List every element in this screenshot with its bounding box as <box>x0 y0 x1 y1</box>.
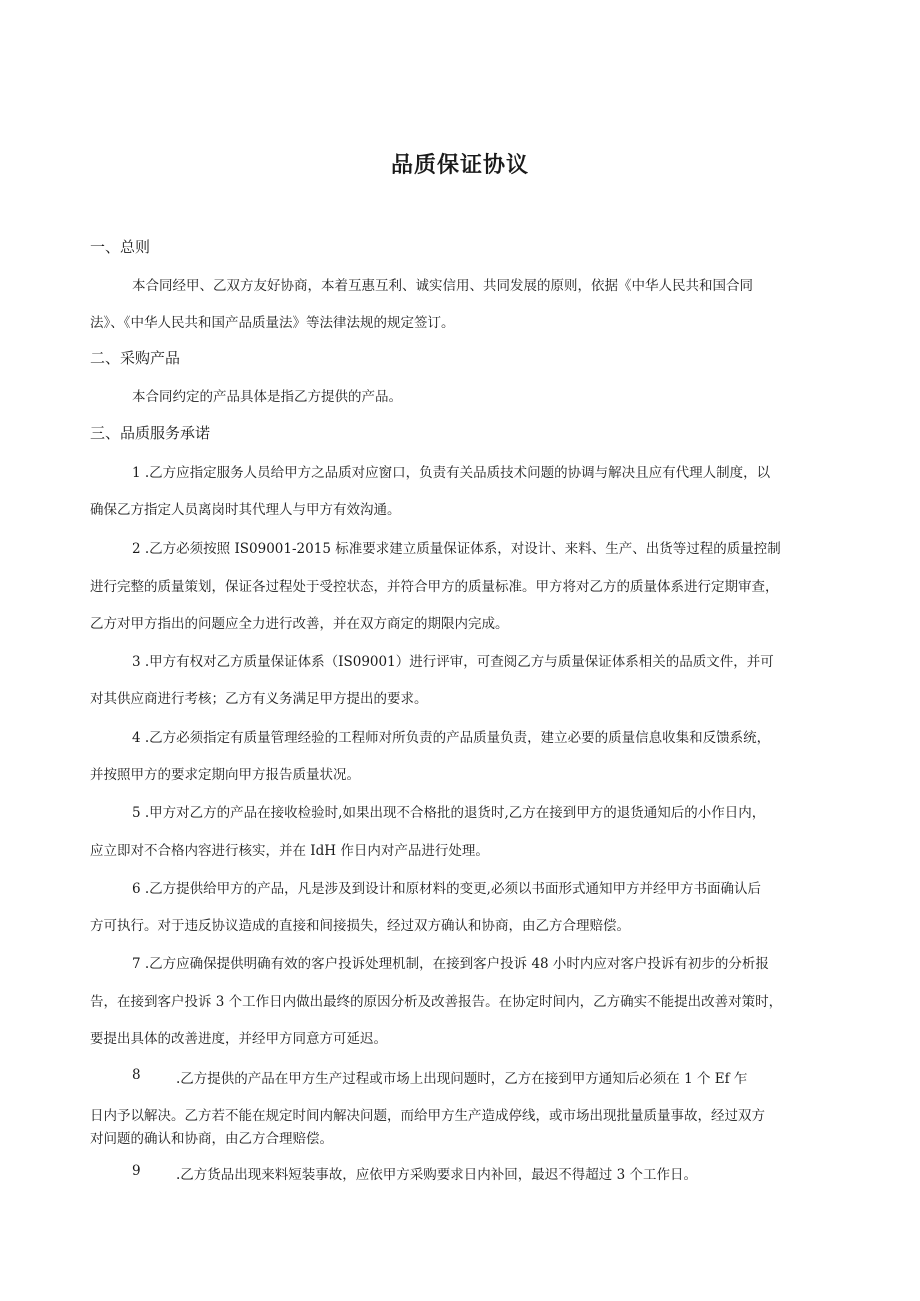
clause-3-line: 3 .甲方有权对乙方质量保证体系（IS09001）进行评审，可查阅乙方与质量保证体系相关的品质文件，并可 <box>132 654 774 670</box>
clause-5-line: 5 .甲方对乙方的产品在接收检验时,如果出现不合格批的退货时,乙方在接到甲方的退货通知后的小作日内， <box>132 805 766 821</box>
clause-2-line: 2 .乙方必须按照 IS09001-2015 标准要求建立质量保证体系，对设计、来料、生产、出货等过程的质量控制 <box>132 541 781 557</box>
section-heading-general: 一、总则 <box>90 238 151 256</box>
clause-2-line: 乙方对甲方指出的问题应全力进行改善，并在双方商定的期限内完成。 <box>90 616 509 632</box>
clause-7-line: 要提出具体的改善进度，并经甲方同意方可延迟。 <box>90 1031 387 1047</box>
paragraph-line: 本合同约定的产品具体是指乙方提供的产品。 <box>132 389 402 405</box>
clause-9-number: 9 <box>132 1163 141 1179</box>
paragraph-line: 本合同经甲、乙双方友好协商，本着互惠互利、诚实信用、共同发展的原则，依据《中华人民共和国合同 <box>132 278 753 294</box>
clause-5-line: 应立即对不合格内容进行核实，并在 IdH 作日内对产品进行处理。 <box>90 843 489 859</box>
clause-8-line: 对问题的确认和协商，由乙方合理赔偿。 <box>90 1131 333 1147</box>
clause-3-line: 对其供应商进行考核；乙方有义务满足甲方提出的要求。 <box>90 691 428 707</box>
clause-8-number: 8 <box>132 1067 141 1083</box>
clause-8-line: .乙方提供的产品在甲方生产过程或市场上出现问题时，乙方在接到甲方通知后必须在 1 个 Ef 乍 <box>176 1071 748 1087</box>
section-heading-products: 二、采购产品 <box>90 349 181 367</box>
page-title: 品质保证协议 <box>390 152 529 178</box>
clause-1-line: 确保乙方指定人员离岗时其代理人与甲方有效沟通。 <box>90 502 401 518</box>
section-heading-quality-commitment: 三、品质服务承诺 <box>90 424 211 442</box>
clause-7-line: 7 .乙方应确保提供明确有效的客户投诉处理机制，在接到客户投诉 48 小时内应对客户投诉有初步的分析报 <box>132 956 769 972</box>
clause-7-line: 告，在接到客户投诉 3 个工作日内做出最终的原因分析及改善报告。在协定时间内，乙方确实不能提出改善对策时， <box>90 994 783 1010</box>
clause-8-line: 日内予以解决。乙方若不能在规定时间内解决问题，而给甲方生产造成停线，或市场出现批量质量事故，经过双方 <box>90 1108 765 1124</box>
clause-6-line: 方可执行。对于违反协议造成的直接和间接损失，经过双方确认和协商，由乙方合理赔偿。 <box>90 918 630 934</box>
clause-6-line: 6 .乙方提供给甲方的产品，凡是涉及到设计和原材料的变更,必须以书面形式通知甲方并经甲方书面确认后 <box>132 881 761 897</box>
paragraph-line: 法》、《中华人民共和国产品质量法》等法律法规的规定签订。 <box>90 315 455 331</box>
clause-4-line: 并按照甲方的要求定期向甲方报告质量状况。 <box>90 767 360 783</box>
clause-4-line: 4 .乙方必须指定有质量管理经验的工程师对所负责的产品质量负责，建立必要的质量信息收集和反馈系统， <box>132 730 771 746</box>
clause-1-line: 1 .乙方应指定服务人员给甲方之品质对应窗口，负责有关品质技术问题的协调与解决且应有代理人制度，以 <box>132 465 771 481</box>
clause-2-line: 进行完整的质量策划，保证各过程处于受控状态，并符合甲方的质量标准。甲方将对乙方的质量体系进行定期审查， <box>90 579 779 595</box>
clause-9-line: .乙方货品出现来料短装事故，应依甲方采购要求日内补回，最迟不得超过 3 个工作日。 <box>176 1167 697 1183</box>
